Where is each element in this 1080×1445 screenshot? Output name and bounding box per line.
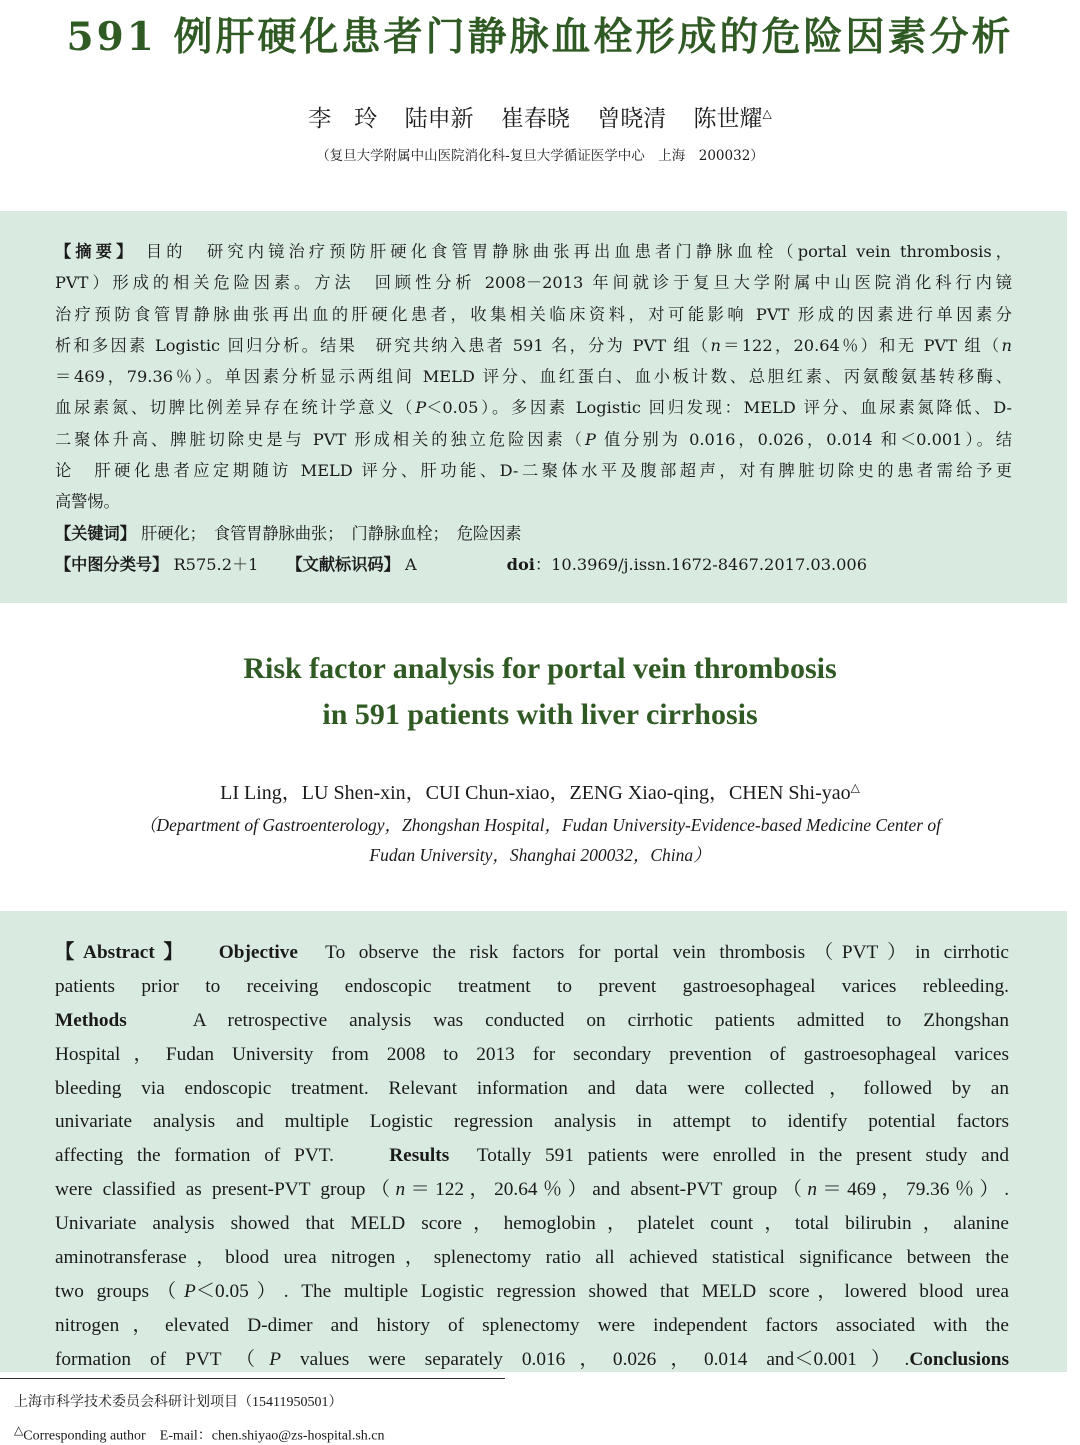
abstract-text: 值分别为 0.016，0.026，0.014 和＜0.001）。结 — [595, 429, 1012, 449]
chinese-title: 591 例肝硬化患者门静脉血栓形成的危险因素分析 — [66, 14, 1014, 60]
abstract-text: Totally 591 patients were enrolled in the present study and — [476, 1145, 1009, 1167]
abstract-line: PVT）形成的相关危险因素。方法 回顾性分析 2008－2013 年间就诊于复旦大学附属中山医院消化科行内镜 — [55, 273, 1012, 293]
methods-label: Methods — [55, 1009, 127, 1031]
abstract-line: patients prior to receiving endoscopic treatment to prevent gastroesophageal varices rebleeding. — [55, 975, 1009, 997]
abstract-text: ＝469，79.36％）. — [817, 1179, 1009, 1201]
abstract-text: ＝122，20.64％）and absent-PVT group（ — [405, 1179, 808, 1201]
author-name-text: 陈世耀 — [693, 106, 763, 132]
stat-symbol: P — [415, 398, 427, 418]
abstract-text: two groups（ — [55, 1280, 184, 1302]
abstract-line — [55, 392, 1012, 423]
english-title-line: Risk factor analysis for portal vein thrombosis — [243, 652, 837, 685]
abstract-line — [55, 330, 1012, 361]
stat-symbol: n — [1001, 335, 1012, 355]
author-name: 陆申新 — [404, 106, 474, 132]
keywords-label: 【关键词】 — [55, 523, 136, 543]
footnote-divider — [0, 1378, 505, 1379]
abstract-line: ＝469，79.36％）。单因素分析显示两组间 MELD 评分、血红蛋白、血小板计数、总胆红素、丙氨酸氨基转移酶、 — [55, 367, 1012, 387]
abstract-text: were classified as present-PVT group（ — [55, 1179, 396, 1201]
abstract-text: A retrospective analysis was conducted on cirrhotic patients admitted to Zhongshan — [192, 1009, 1009, 1031]
abstract-line — [55, 1343, 1009, 1377]
keywords: 肝硬化； 食管胃静脉曲张； 门静脉血栓； 危险因素 — [141, 523, 522, 543]
classification-line — [55, 549, 1012, 580]
abstract-text: 二聚体升高、脾脏切除史是与 PVT 形成相关的独立危险因素（ — [55, 429, 585, 449]
corresponding-mark: △ — [850, 780, 860, 795]
abstract-line: 高警惕。 — [55, 492, 120, 512]
abstract-line: aminotransferase，blood urea nitrogen，splenectomy ratio all achieved statistical significance between the — [55, 1247, 1009, 1269]
abstract-text: ＜0.05）。多因素 Logistic 回归发现：MELD 评分、血尿素氮降低、D- — [426, 398, 1012, 418]
abstract-line — [55, 1173, 1009, 1207]
abstract-line — [55, 236, 1012, 267]
abstract-text: 析和多因素 Logistic 回归分析。结果 研究共纳入患者 591 名，分为 PVT 组（ — [55, 335, 711, 355]
corresponding-mark: △ — [14, 1423, 24, 1437]
abstract-line: univariate analysis and multiple Logistic regression analysis in attempt to identify potential factors — [55, 1111, 1009, 1133]
abstract-line — [55, 1004, 1009, 1038]
abstract-text: 目的 研究内镜治疗预防肝硬化食管胃静脉曲张再出血患者门静脉血栓（portal vein thrombosis， — [145, 242, 1012, 261]
affiliation-line: （Department of Gastroenterology，Zhongshan Hospital，Fudan University-Evidence-based Medicine Center of — [138, 815, 942, 835]
english-title-line: in 591 patients with liver cirrhosis — [322, 698, 758, 731]
abstract-text: 血尿素氮、切脾比例差异存在统计学意义（ — [55, 398, 416, 418]
footnote-funding: 上海市科学技术委员会科研计划项目（15411950501） — [14, 1395, 343, 1410]
doc-code: A — [404, 554, 417, 574]
english-authors — [0, 776, 1080, 805]
abstract-line: nitrogen，elevated D-dimer and history of splenectomy were independent factors associated with the — [55, 1314, 1009, 1336]
chinese-abstract-box — [0, 211, 1067, 603]
clc-number: R575.2＋1 — [173, 554, 259, 574]
abstract-text: To observe the risk factors for portal vein thrombosis（PVT）in cirrhotic — [325, 942, 1009, 963]
stat-symbol: P — [584, 429, 596, 449]
footnote-corresponding — [14, 1423, 385, 1445]
conclusions-label: Conclusions — [909, 1348, 1009, 1370]
abstract-line: 论 肝硬化患者应定期随访 MELD 评分、肝功能、D-二聚体水平及腹部超声，对有脾脏切除史的患者需给予更 — [55, 461, 1012, 481]
author-name: 崔春晓 — [500, 106, 570, 132]
doc-code-label: 【文献标识码】 — [286, 554, 400, 574]
objective-label: Objective — [218, 942, 298, 963]
keywords-line — [55, 518, 1012, 549]
author-name: 曾晓清 — [597, 106, 667, 132]
stat-symbol: n — [807, 1179, 817, 1201]
author-name — [694, 106, 772, 132]
chinese-authors — [0, 100, 1080, 133]
abstract-line: bleeding via endoscopic treatment. Relevant information and data were collected，followed by an — [55, 1077, 1009, 1099]
abstract-line: 治疗预防食管胃静脉曲张再出血的肝硬化患者，收集相关临床资料，对可能影响 PVT 形成的因素进行单因素分 — [55, 304, 1012, 324]
abstract-line — [55, 936, 1009, 970]
abstract-label: 【摘要】 — [55, 242, 137, 261]
abstract-line: Hospital，Fudan University from 2008 to 2013 for secondary prevention of gastroesophageal varices — [55, 1043, 1009, 1065]
english-abstract-box — [0, 911, 1067, 1372]
abstract-text: ＝122，20.64％）和无 PVT 组（ — [720, 335, 1002, 355]
abstract-line — [55, 1139, 1009, 1173]
english-author-list: LI Ling，LU Shen-xin，CUI Chun-xiao，ZENG Xiao-qing，CHEN Shi-yao — [220, 782, 851, 804]
abstract-text: affecting the formation of PVT. — [55, 1145, 334, 1167]
stat-symbol: n — [710, 335, 721, 355]
abstract-text: ＜0.05）. The multiple Logistic regression showed that MELD score，lowered blood urea — [195, 1280, 1009, 1302]
english-title — [0, 646, 1080, 738]
abstract-line: Univariate analysis showed that MELD score，hemoglobin，platelet count，total bilirubin，alanine — [55, 1213, 1009, 1235]
results-label: Results — [389, 1145, 450, 1167]
abstract-label: 【Abstract】 — [55, 942, 192, 963]
clc-label: 【中图分类号】 — [55, 554, 169, 574]
doi-label: doi — [506, 554, 535, 574]
stat-symbol: P — [269, 1348, 281, 1370]
abstract-text: values were separately 0.016，0.026，0.014 and＜0.001）. — [280, 1348, 910, 1370]
abstract-line — [55, 1275, 1009, 1309]
english-affiliation — [0, 810, 1080, 870]
affiliation-line: Fudan University，Shanghai 200032，China） — [369, 845, 711, 865]
stat-symbol: n — [395, 1179, 406, 1201]
corresponding-email: Corresponding author E-mail：chen.shiyao@zs-hospital.sh.cn — [23, 1428, 385, 1444]
author-name: 李 玲 — [308, 106, 378, 132]
abstract-line — [55, 424, 1012, 455]
corresponding-mark: △ — [762, 106, 772, 121]
stat-symbol: P — [184, 1280, 196, 1302]
abstract-text: formation of PVT（ — [55, 1348, 270, 1370]
doi-value: ：10.3969/j.issn.1672-8467.2017.03.006 — [534, 554, 868, 574]
chinese-affiliation: （复旦大学附属中山医院消化科-复旦大学循证医学中心 上海 200032） — [316, 148, 764, 164]
